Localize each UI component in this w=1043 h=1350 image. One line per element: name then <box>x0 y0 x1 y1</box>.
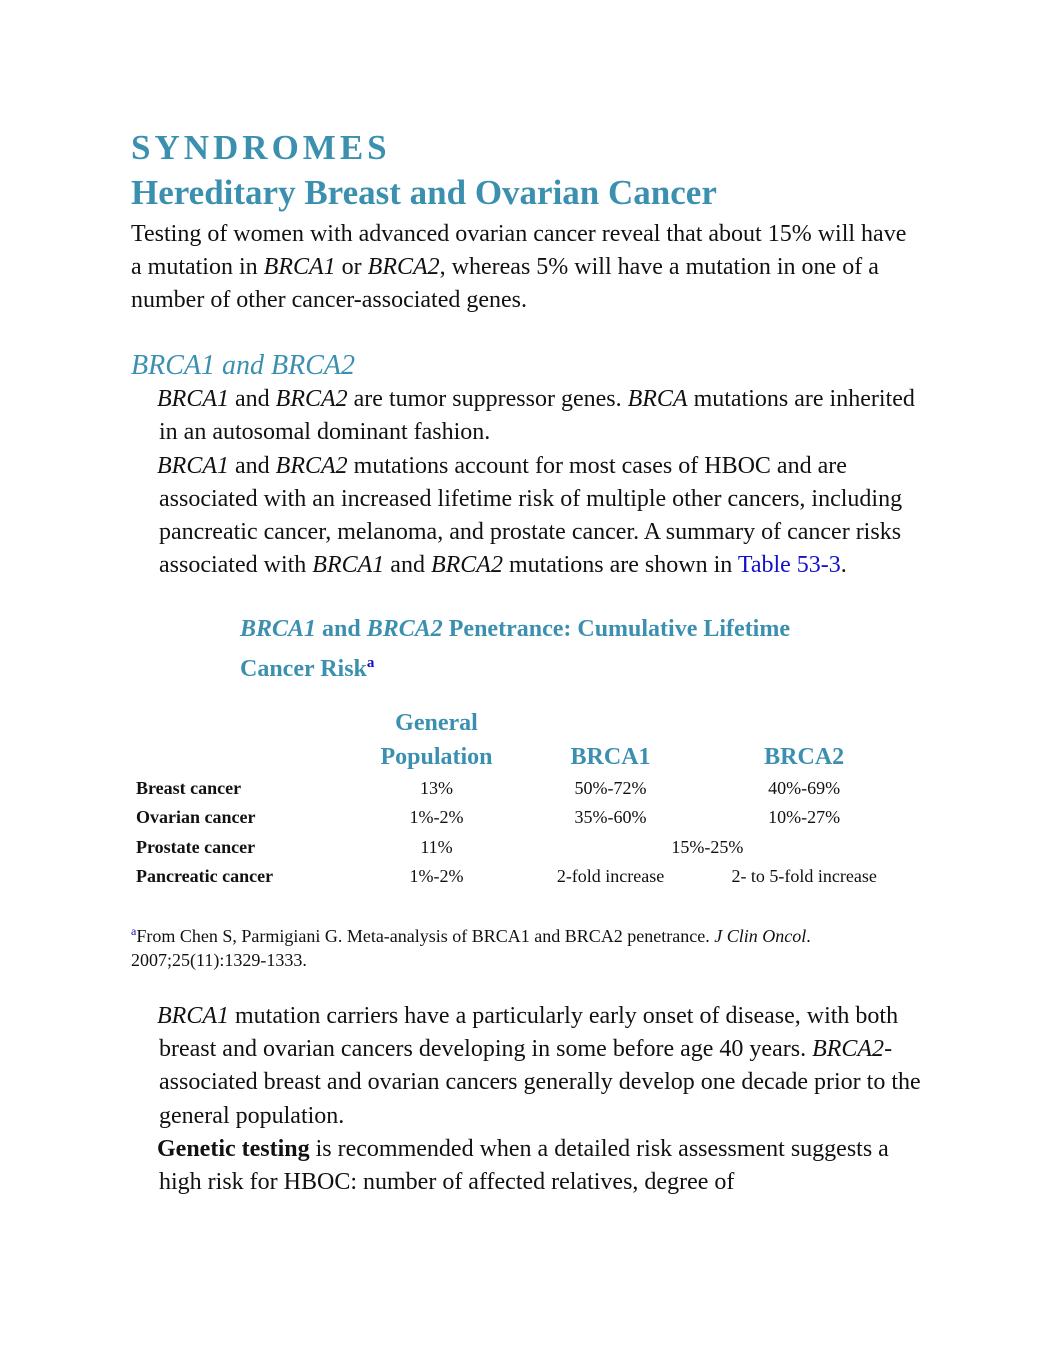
cell-general: 1%-2% <box>409 807 464 828</box>
table-row <box>131 803 901 833</box>
cell-general: 11% <box>420 836 453 857</box>
row-label: Prostate cancer <box>136 836 256 857</box>
cell-general: 1%-2% <box>409 866 464 887</box>
paragraph-brca-risks: BRCA1 and BRCA2 mutations account for most cases of HBOC and are associated with an increased lifetime risk of multiple other cancers, including pancreatic cancer, melanoma, and prostate cancer. A summary of cancer risks associated with BRCA1 and BRCA2 mutations are shown in Table 53-3. <box>157 452 903 579</box>
table-row <box>131 862 901 892</box>
table-title: BRCA1 and BRCA2 Penetrance: Cumulative Lifetime Cancer Risk$^a$ <box>240 615 790 682</box>
footnote-marker: a <box>131 923 137 938</box>
intro-paragraph: Testing of women with advanced ovarian cancer reveal that about 15% will have a mutation in BRCA1 or BRCA2, whereas 5% will have a mutation in one of a number of other cancer-associated genes. <box>131 221 907 313</box>
paragraph-onset: BRCA1 mutation carriers have a particularly early onset of disease, with both breast and ovarian cancers developing in some before age 40 years. BRCA2-associated breast and ovarian cancers generally develop one decade prior to the general population. <box>157 1002 921 1129</box>
document-page <box>131 127 921 1200</box>
cell-general: 13% <box>420 777 453 798</box>
header-empty <box>131 706 359 774</box>
header-brca2: BRCA2 <box>764 743 845 770</box>
section-label: SYNDROMES <box>131 128 391 167</box>
row-label: Ovarian cancer <box>136 807 256 828</box>
cell-brca1: 50%-72% <box>574 777 647 798</box>
page-title: Hereditary Breast and Ovarian Cancer <box>131 173 717 212</box>
cell-brca-combined: 15%-25% <box>671 836 744 857</box>
table-reference-link[interactable]: Table 53-3 <box>737 552 841 579</box>
lower-section <box>131 1000 921 1200</box>
paragraph-genetic-testing: Genetic testing is recommended when a detailed risk assessment suggests a high risk for HBOC: number of affected relatives, degree of <box>157 1135 889 1196</box>
footnote-marker[interactable]: a <box>366 654 375 671</box>
penetrance-table <box>131 706 901 892</box>
cell-brca1: 2-fold increase <box>556 866 665 887</box>
cell-brca2: 40%-69% <box>768 777 841 798</box>
cell-brca2: 2- to 5-fold increase <box>731 866 877 887</box>
paragraph-brca-genes: BRCA1 and BRCA2 are tumor suppressor genes. BRCA mutations are inherited in an autosomal dominant fashion. <box>157 386 915 446</box>
header-brca1: BRCA1 <box>570 743 651 770</box>
cell-brca1: 35%-60% <box>574 807 647 828</box>
table-row <box>131 833 901 863</box>
cell-brca2: 10%-27% <box>768 807 841 828</box>
table-row <box>131 774 901 804</box>
header-general-population: General Population <box>380 709 493 770</box>
section-subheading: BRCA1 and BRCA2 <box>131 350 355 381</box>
table-footnote: $^a$From Chen S, Parmigiani G. Meta-analysis of BRCA1 and BRCA2 penetrance. J Clin Oncol. 2007;25(11):1329-1333. <box>131 923 811 970</box>
row-label: Pancreatic cancer <box>136 866 274 887</box>
row-label: Breast cancer <box>136 777 242 798</box>
table-header-row <box>131 706 901 774</box>
